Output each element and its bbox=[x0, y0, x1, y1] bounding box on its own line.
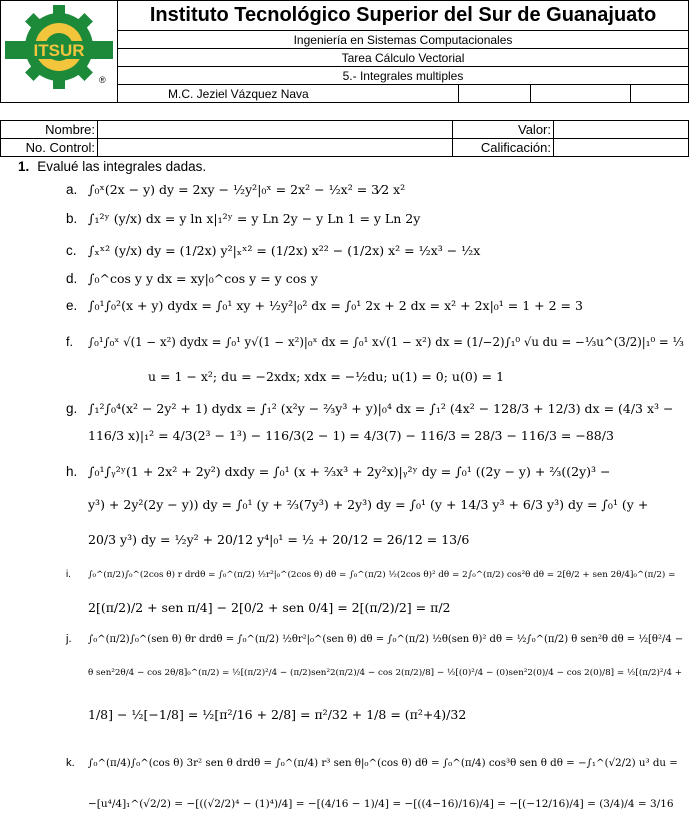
problem-solution: ∫₀¹∫ᵧ²ʸ(1 + 2x² + 2y²) dxdy = ∫₀¹ (x + ⅔x³ + 2y²x)|ᵧ²ʸ dy = ∫₀¹ ((2y − y) + ⅔((2y)³ − bbox=[88, 464, 611, 479]
problem-solution: ∫₁²ʸ (y/x) dx = y ln x|₁²ʸ = y Ln 2y − y Ln 1 = y Ln 2y bbox=[88, 211, 421, 226]
problem-g-line2: 116/3 x)|₁² = 4/3(2³ − 1³) − 116/3(2 − 1) = 4/3(7) − 116/3 = 28/3 − 116/3 = −88/3 bbox=[88, 428, 614, 443]
problem-h bbox=[66, 464, 611, 479]
problem-letter: d. bbox=[66, 271, 78, 286]
problem-solution: ∫₀^(π/4)∫₀^(cos θ) 3r² sen θ drdθ = ∫₀^(π/4) r³ sen θ|₀^(cos θ) dθ = ∫₀^(π/4) cos³θ sen θ dθ = −∫₁^(√2/2) u³ du = bbox=[88, 757, 678, 769]
question-number: 1. bbox=[18, 159, 30, 174]
problem-solution: ∫₁²∫₀⁴(x² − 2y² + 1) dydx = ∫₁² (x²y − ⅔y³ + y)|₀⁴ dx = ∫₁² (4x² − 128/3 + 12/3) dx = (4/3 x³ − bbox=[88, 401, 674, 416]
problem-solution: ∫₀¹∫₀²(x + y) dydx = ∫₀¹ xy + ½y²|₀² dx = ∫₀¹ 2x + 2 dx = x² + 2x|₀¹ = 1 + 2 = 3 bbox=[88, 298, 583, 313]
problem-j-line2: θ sen²2θ/4 − cos 2θ/8]₀^(π/2) = ½[(π/2)²/4 − (π/2)sen²2(π/2)/4 − cos 2(π/2)/8] − ½[(0)²/4 − (0)sen²2(0)/4 − cos 2(0)/8] = ½[(π/2)²/4 + bbox=[88, 668, 683, 678]
problem-g bbox=[66, 401, 674, 416]
problem-a bbox=[66, 182, 405, 197]
problem-letter: f. bbox=[66, 334, 74, 349]
problem-letter: a. bbox=[66, 182, 78, 197]
control-field[interactable] bbox=[98, 139, 453, 157]
problem-solution: ∫₀ˣ(2x − y) dy = 2xy − ½y²|₀ˣ = 2x² − ½x² = 3⁄2 x² bbox=[88, 182, 406, 197]
problem-h-line3: 20/3 y³) dy = ½y² + 20/12 y⁴|₀¹ = ½ + 20/12 = 26/12 = 13/6 bbox=[88, 532, 470, 547]
problem-f-substitution: u = 1 − x²; du = −2xdx; xdx = −½du; u(1) = 0; u(0) = 1 bbox=[148, 369, 505, 384]
logo-registered-mark: ® bbox=[99, 75, 106, 85]
value-field[interactable] bbox=[554, 121, 689, 139]
problem-j bbox=[66, 633, 683, 645]
problem-i-line2: 2[(π/2)/2 + sen π/4] − 2[0/2 + sen 0/4] = 2[(π/2)/2] = π/2 bbox=[88, 600, 451, 615]
problem-letter: g. bbox=[66, 401, 78, 416]
problem-e bbox=[66, 298, 583, 313]
control-label: No. Control: bbox=[1, 139, 98, 157]
divider bbox=[530, 85, 531, 103]
logo-cell bbox=[0, 0, 118, 103]
problem-solution: ∫ₓˣ² (y/x) dy = (1/2x) y²|ₓˣ² = (1/2x) x²² − (1/2x) x² = ½x³ − ½x bbox=[88, 243, 481, 258]
assignment-name: Tarea Cálculo Vectorial bbox=[118, 49, 689, 67]
problem-letter: j. bbox=[66, 633, 72, 645]
problem-letter: c. bbox=[66, 243, 77, 258]
professor-name: M.C. Jeziel Vázquez Nava bbox=[118, 85, 689, 103]
problem-j-line3: 1/8] − ½[−1/8] = ½[π²/16 + 2/8] = π²/32 + 1/8 = (π²+4)/32 bbox=[88, 707, 467, 722]
problem-letter: i. bbox=[66, 569, 71, 580]
problem-i bbox=[66, 569, 675, 580]
problem-solution: ∫₀^cos y y dx = xy|₀^cos y = y cos y bbox=[88, 271, 318, 286]
student-info-table bbox=[0, 120, 689, 157]
problem-letter: b. bbox=[66, 211, 78, 226]
question-prompt: Evalué las integrales dadas. bbox=[37, 159, 207, 174]
logo-text: ITSUR bbox=[33, 41, 85, 60]
problem-letter: k. bbox=[66, 757, 75, 769]
problem-letter: e. bbox=[66, 298, 78, 313]
problem-solution: ∫₀^(π/2)∫₀^(sen θ) θr drdθ = ∫₀^(π/2) ½θr²|₀^(sen θ) dθ = ∫₀^(π/2) ½θ(sen θ)² dθ = ½∫₀^(π/2) θ sen²θ dθ = ½[θ²/4 − bbox=[88, 634, 684, 645]
topic-name: 5.- Integrales multiples bbox=[118, 67, 689, 85]
question-heading bbox=[18, 159, 206, 174]
problem-solution: ∫₀¹∫₀ˣ √(1 − x²) dydx = ∫₀¹ y√(1 − x²)|₀ˣ dx = ∫₀¹ x√(1 − x²) dx = (1/−2)∫₁⁰ √u du = −⅓u^(3/2)|₁⁰ = ⅓ bbox=[88, 335, 684, 349]
problem-d bbox=[66, 271, 318, 286]
problem-b bbox=[66, 211, 420, 226]
name-label: Nombre: bbox=[1, 121, 98, 139]
problem-f bbox=[66, 334, 684, 349]
program-name: Ingeniería en Sistemas Computacionales bbox=[118, 31, 689, 49]
name-field[interactable] bbox=[98, 121, 453, 139]
problem-letter: h. bbox=[66, 464, 78, 479]
itsur-logo bbox=[1, 1, 117, 102]
value-label: Valor: bbox=[453, 121, 554, 139]
divider bbox=[458, 85, 459, 103]
problem-k bbox=[66, 757, 678, 769]
problem-k-line2: −[u⁴/4]₁^(√2/2) = −[((√2/2)⁴ − (1)⁴)/4] = −[(4/16 − 1)/4] = −[((4−16)/16)/4] = −[(−12/16)/4] = (3/4)/4 = 3/16 bbox=[88, 798, 674, 810]
grade-label: Calificación: bbox=[453, 139, 554, 157]
problem-h-line2: y³) + 2y²(2y − y)) dy = ∫₀¹ (y + ⅔(7y³) + 2y³) dy = ∫₀¹ (y + 14/3 y³ + 6/3 y³) dy = ∫₀¹ (y + bbox=[88, 497, 649, 512]
problem-solution: ∫₀^(π/2)∫₀^(2cos θ) r drdθ = ∫₀^(π/2) ½r²|₀^(2cos θ) dθ = ∫₀^(π/2) ½(2cos θ)² dθ = 2∫₀^(π/2) cos²θ dθ = 2[θ/2 + sen 2θ/4]₀^(π/2) = bbox=[88, 570, 676, 580]
grade-field[interactable] bbox=[554, 139, 689, 157]
problem-c bbox=[66, 243, 480, 258]
divider bbox=[630, 85, 631, 103]
institution-title: Instituto Tecnológico Superior del Sur de Guanajuato bbox=[118, 0, 689, 31]
